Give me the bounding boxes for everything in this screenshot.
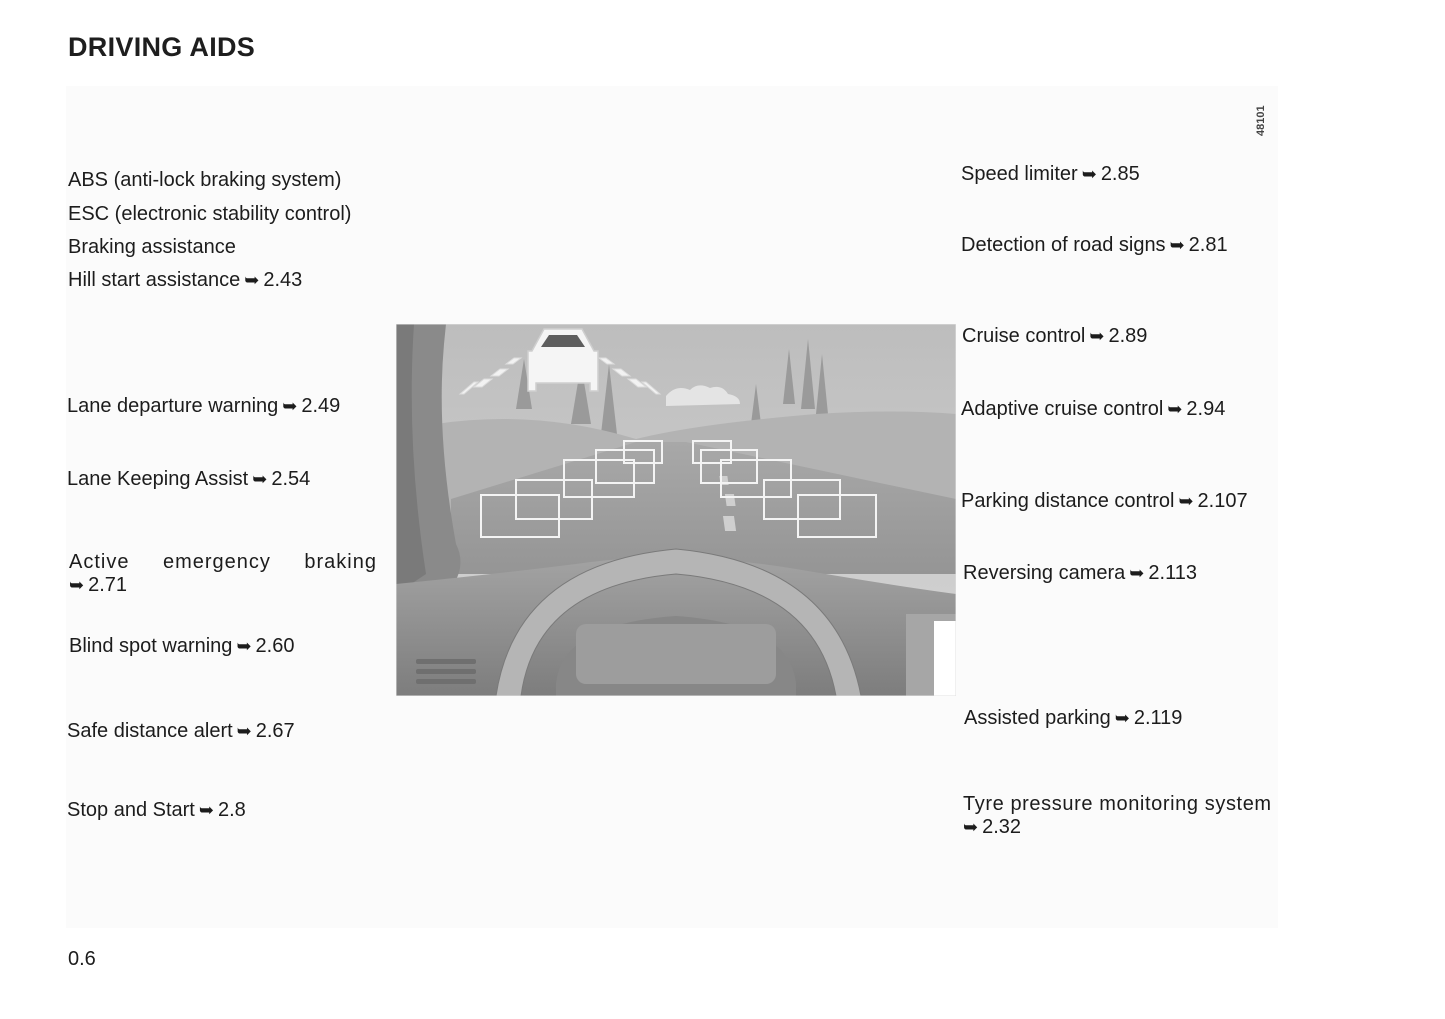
item-label: Speed limiter: [961, 163, 1078, 185]
item-lane-departure-warning[interactable]: [67, 395, 340, 418]
item-label: [69, 551, 377, 574]
item-blind-spot-warning[interactable]: [69, 635, 294, 658]
page-ref[interactable]: 2.32: [982, 816, 1022, 838]
page-ref-arrow-icon: ➥: [1129, 563, 1145, 583]
item-label: Lane departure warning: [67, 395, 279, 417]
item-stop-and-start[interactable]: [67, 799, 246, 822]
item-esc: [68, 203, 351, 226]
item-braking-assistance: [68, 236, 236, 259]
page-ref[interactable]: 2.89: [1108, 325, 1148, 347]
item-tyre-pressure-monitoring[interactable]: [963, 793, 1272, 839]
driving-aids-illustration: [396, 324, 956, 696]
item-label: ESC (electronic stability control): [68, 203, 352, 225]
page-title: DRIVING AIDS: [68, 32, 256, 62]
item-adaptive-cruise-control[interactable]: [961, 398, 1225, 421]
page-ref[interactable]: 2.54: [271, 468, 311, 490]
item-label: Adaptive cruise control: [961, 398, 1164, 420]
page-ref-arrow-icon: ➥: [198, 800, 214, 820]
item-label: Braking assistance: [68, 236, 236, 258]
item-cruise-control[interactable]: [962, 325, 1147, 348]
page-ref[interactable]: 2.81: [1188, 234, 1228, 256]
page-ref-arrow-icon: ➥: [1114, 708, 1130, 728]
item-hill-start-assistance[interactable]: [68, 269, 302, 292]
page-number: 0.6: [68, 948, 96, 970]
item-label: Blind spot warning: [69, 635, 233, 657]
item-label: Assisted parking: [964, 707, 1111, 729]
page-ref-arrow-icon: ➥: [236, 721, 252, 741]
page-ref[interactable]: 2.71: [88, 574, 128, 596]
item-label: Safe distance alert: [67, 720, 233, 742]
item-abs: [68, 169, 341, 192]
item-label: Tyre pressure monitoring system: [963, 793, 1272, 815]
item-label: Parking distance control: [961, 490, 1175, 512]
page-ref-arrow-icon: ➥: [252, 469, 268, 489]
page-ref-arrow-icon: ➥: [1089, 326, 1105, 346]
page-ref[interactable]: 2.67: [255, 720, 295, 742]
page-ref-arrow-icon: ➥: [244, 270, 260, 290]
item-parking-distance-control[interactable]: [961, 490, 1248, 513]
figure-id: 48101: [1255, 105, 1267, 136]
label-word: Active: [69, 551, 130, 573]
left-air-vent: [416, 659, 476, 684]
page-ref[interactable]: 2.107: [1197, 490, 1248, 512]
page-ref[interactable]: 2.113: [1148, 562, 1197, 584]
label-word: braking: [304, 551, 377, 573]
page-ref-arrow-icon: ➥: [282, 396, 298, 416]
page-ref-arrow-icon: ➥: [1178, 491, 1194, 511]
item-label: Cruise control: [962, 325, 1086, 347]
page-ref-arrow-icon: ➥: [1169, 235, 1185, 255]
item-assisted-parking[interactable]: [964, 707, 1182, 730]
page-ref[interactable]: 2.49: [301, 395, 341, 417]
item-active-emergency-braking[interactable]: [69, 551, 377, 597]
page-ref-arrow-icon: ➥: [236, 636, 252, 656]
cluster-display: [576, 624, 776, 684]
item-label: ABS (anti-lock braking system): [68, 169, 342, 191]
page-ref[interactable]: 2.119: [1133, 707, 1183, 729]
item-label: Lane Keeping Assist: [67, 468, 249, 490]
page-ref[interactable]: 2.8: [217, 799, 246, 821]
page-ref[interactable]: 2.60: [255, 635, 295, 657]
item-lane-keeping-assist[interactable]: [67, 468, 310, 491]
page-ref[interactable]: 2.85: [1100, 163, 1140, 185]
item-reversing-camera[interactable]: [963, 562, 1197, 585]
page-ref-arrow-icon: ➥: [69, 575, 85, 595]
page-ref-arrow-icon: ➥: [963, 817, 979, 837]
page-ref-arrow-icon: ➥: [1167, 399, 1183, 419]
item-label: Stop and Start: [67, 799, 195, 821]
item-label: Hill start assistance: [68, 269, 241, 291]
label-word: emergency: [162, 551, 271, 573]
item-safe-distance-alert[interactable]: [67, 720, 295, 743]
item-detection-of-road-signs[interactable]: [961, 234, 1228, 257]
item-label: Reversing camera: [963, 562, 1126, 584]
page-ref[interactable]: 2.43: [263, 269, 303, 291]
item-label: Detection of road signs: [961, 234, 1166, 256]
item-speed-limiter[interactable]: [961, 163, 1140, 186]
page-ref-arrow-icon: ➥: [1081, 164, 1097, 184]
page-ref[interactable]: 2.94: [1186, 398, 1226, 420]
